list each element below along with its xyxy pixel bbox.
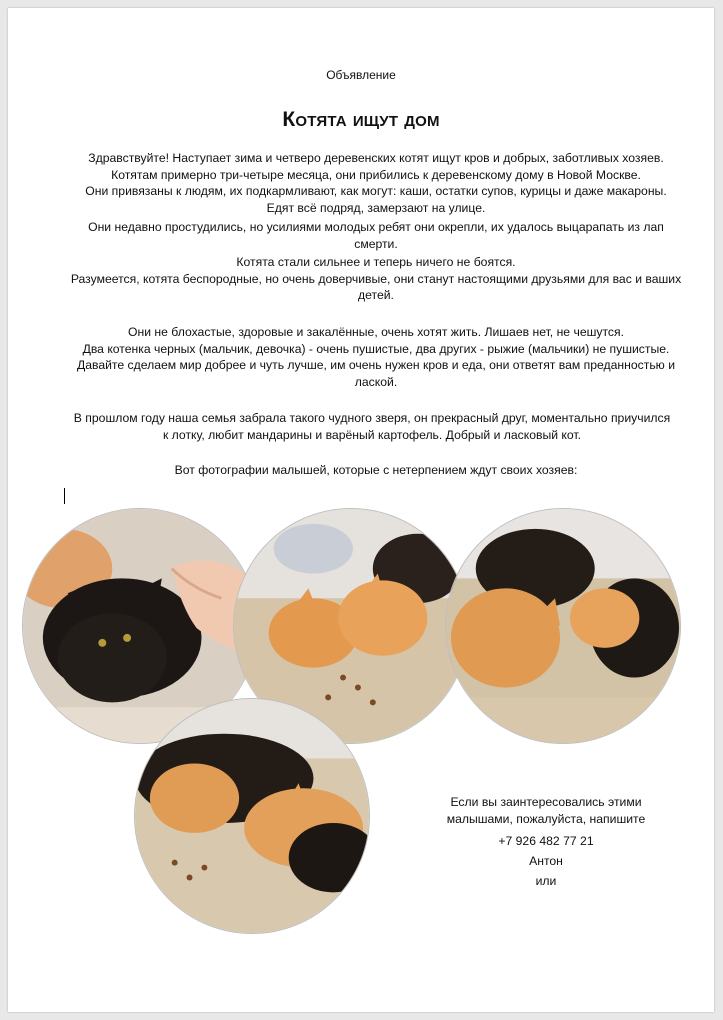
contact-phone: +7 926 482 77 21 [498,834,594,848]
health-paragraph [66,324,686,390]
strength-paragraph [66,254,686,304]
text-line: Давайте сделаем мир добрее и чуть лучше, им очень нужен кров и еда, они ответят вам преданностью и лаской. [76,358,676,389]
photos-intro-paragraph [66,462,686,479]
kitten-photo-3 [445,508,681,744]
document-label: Объявление [326,68,396,82]
contact-block [438,794,654,891]
text-line: Котятам примерно три-четыре месяца, они прибились к деревенскому дому в Новой Москве. [111,167,641,182]
text-line: Едят всё подряд, замерзают на улице. [266,200,486,215]
kitten-photo-4 [134,698,370,934]
intro-paragraph [66,150,686,253]
text-line: Котята стали сильнее и теперь ничего не боятся. [236,255,516,269]
document-title: Котята ищут дом [282,108,440,131]
last-year-paragraph [72,410,672,443]
document-page [8,8,714,1012]
contact-or: или [535,874,557,888]
text-line: Здравствуйте! Наступает зима и четверо деревенских котят ищут кров и добрых, заботливых хозяев. [88,151,664,165]
contact-name: Антон [529,854,563,868]
text-line: Они не блохастые, здоровые и закалённые, очень хотят жить. Лишаев нет, не чешутся. [127,325,624,339]
contact-message: Если вы заинтересовались этими малышами, пожалуйста, напишите [446,795,646,826]
text-line: Они привязаны к людям, их подкармливают, как могут: каши, остатки супов, курицы и даже макароны. [85,184,667,199]
text-line: Вот фотографии малышей, которые с нетерпением ждут своих хозяев: [174,463,578,477]
text-line: Они недавно простудились, но усилиями молодых ребят они окрепли, их удалось выцарапать из лап смерти. [88,220,664,251]
text-line: В прошлом году наша семья забрала такого чудного зверя, он прекрасный друг, моментально приучился к лотку, любит мандарины и варёный картофель. Добрый и ласковый кот. [73,411,671,442]
text-line: Разумеется, котята беспородные, но очень доверчивые, они станут настоящими друзьями для вас и ваших детей. [70,271,682,303]
text-line: Два котенка черных (мальчик, девочка) - очень пушистые, два других - рыжие (мальчики) не пушистые. [82,341,670,356]
text-cursor[interactable] [64,488,65,504]
